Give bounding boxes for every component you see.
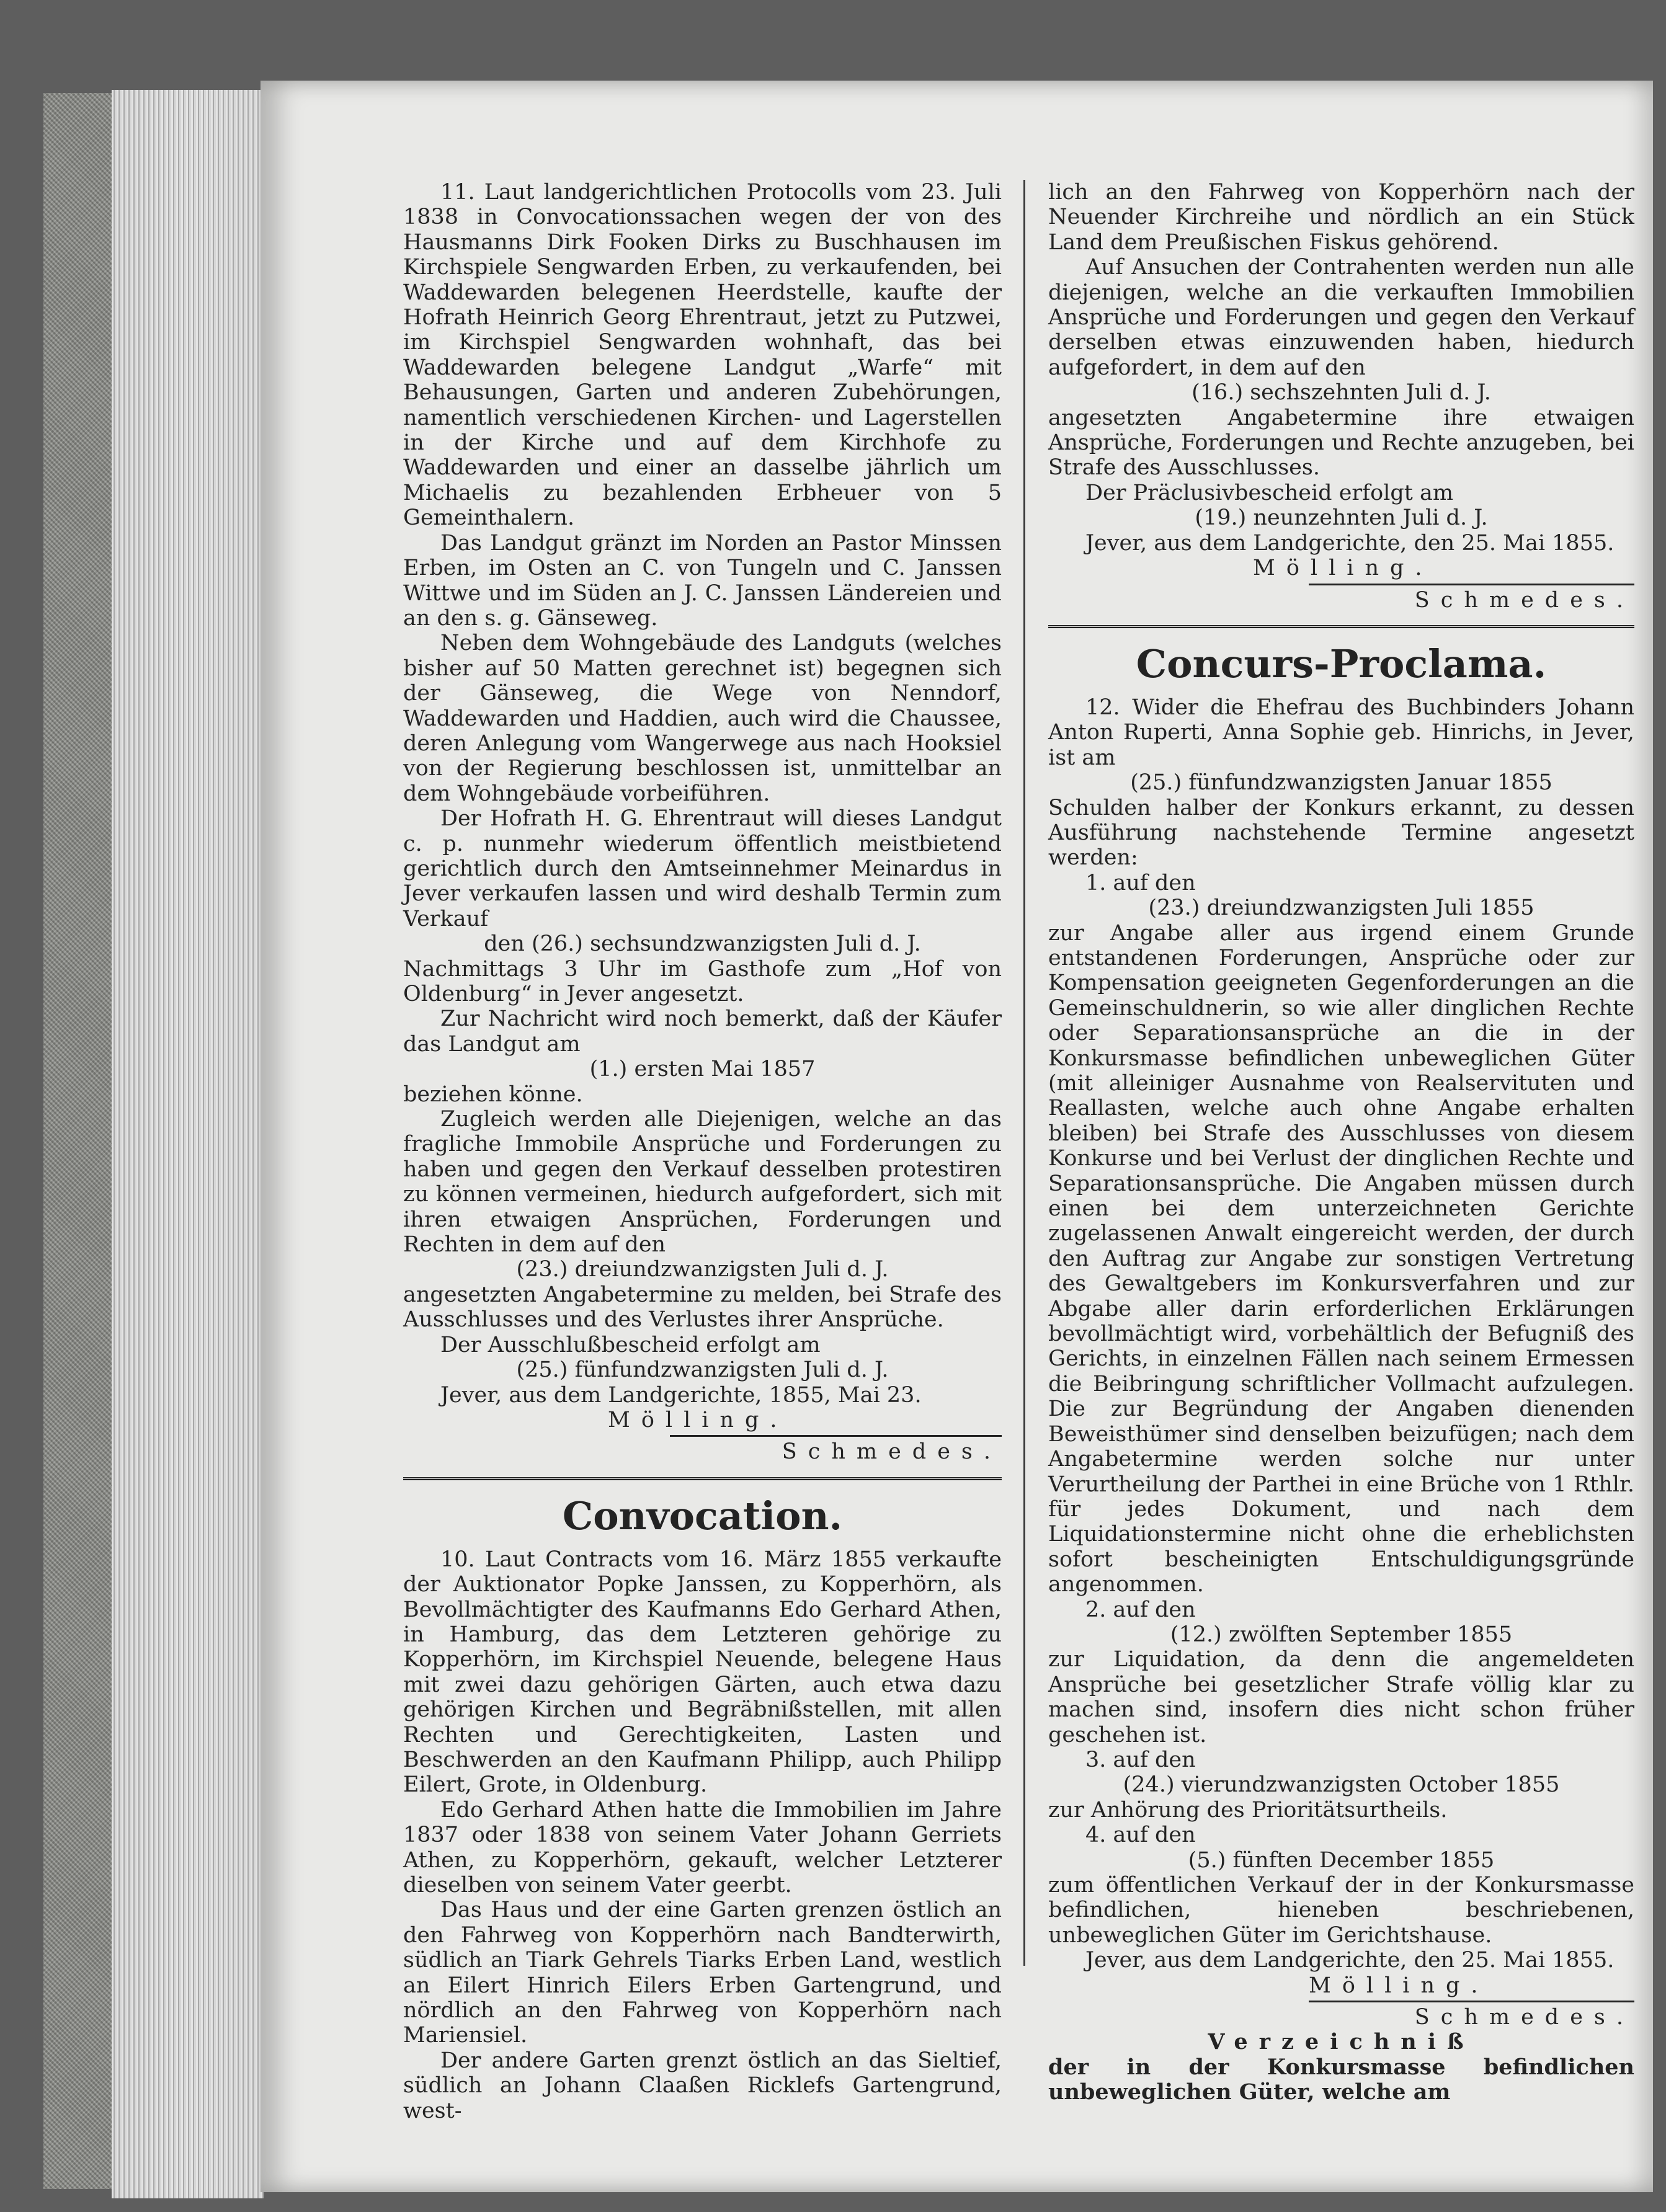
date-line: (12.) zwölften September 1855: [1170, 1622, 1513, 1647]
heading-concurs-proclama: Concurs-Proclama.: [1136, 641, 1547, 686]
text-line: Zugleich werden alle Diejenigen, welche an das fragliche Immobile Ansprüche und Forderungen zu haben und gegen den Verkauf desselben protestiren zu können vermeinen, hiedurch aufgefordert, sich mit ihren etwaigen Ansprüchen, Forderungen und Rechten in dem auf den: [403, 1107, 1002, 1258]
continuation-text: lich an den Fahrweg von Kopperhörn nach der Neuender Kirchreihe und nördlich an ein Stück Land dem Preußischen Fiskus gehörend.: [1048, 180, 1634, 255]
date-line: (1.) ersten Mai 1857: [589, 1057, 816, 1082]
text-line: Nachmittags 3 Uhr im Gasthofe zum „Hof von Oldenburg“ in Jever angesetzt.: [403, 956, 1002, 1006]
section-divider: [403, 1477, 1002, 1480]
signature-schmedes: Schmedes.: [1414, 587, 1634, 613]
date-line: (23.) dreiundzwanzigsten Juli d. J.: [516, 1257, 889, 1282]
left-column: [403, 180, 1002, 2123]
text-line: Zur Nachricht wird noch bemerkt, daß der Käufer das Landgut am: [403, 1006, 1002, 1057]
notice-11-para-2: Das Landgut gränzt im Norden an Pastor Minssen Erben, im Osten an C. von Tungeln und C. Janssen Wittwe und im Süden an J. C. Janssen Ländereien und an den s. g. Gänseweg.: [403, 530, 1002, 631]
page-edges: [112, 90, 264, 2198]
right-column: [1048, 180, 1634, 2105]
place-date: Jever, aus dem Landgerichte, 1855, Mai 23.: [440, 1382, 922, 1408]
anhoerung-text: zur Anhörung des Prioritätsurtheils.: [1048, 1797, 1448, 1823]
date-line: (25.) fünfundzwanzigsten Juli d. J.: [516, 1357, 889, 1383]
text-line: Der Präclusivbescheid erfolgt am: [1085, 480, 1454, 505]
heading-convocation: Convocation.: [562, 1493, 843, 1539]
notice-12-text: 12. Wider die Ehefrau des Buchbinders Johann Anton Ruperti, Anna Sophie geb. Hinrichs, in Jever, ist am: [1048, 695, 1634, 770]
signature-moelling: Mölling.: [1253, 556, 1433, 581]
notice-10-para-2: Edo Gerhard Athen hatte die Immobilien im Jahre 1837 oder 1838 von seinem Vater Johann Gerriets Athen, zu Kopperhörn, gekauft, welcher Letzterer dieselben von seinem Vater geerbt.: [403, 1797, 1002, 1898]
verkauf-text: zum öffentlichen Verkauf der in der Konkursmasse befindlichen, hieneben beschriebenen, unbeweglichen Güter im Gerichtshause.: [1048, 1873, 1634, 1948]
signature-schmedes: Schmedes.: [782, 1439, 1002, 1465]
notice-11-para-3: Neben dem Wohngebäude des Landguts (welches bisher auf 50 Matten gerechnet ist) begegnen sich der Gänseweg, die Wege von Nenndorf, Waddewarden und Haddien, auch wird die Chaussee, deren Anlegung vom Wangerwege aus nach Hooksiel von der Regierung beschlossen ist, unmittelbar an dem Wohngebäude vorbeiführen.: [403, 631, 1002, 806]
notice-10-para-4: Der andere Garten grenzt östlich an das Sieltief, südlich an Johann Claaßen Ricklefs Gartengrund, west-: [403, 2048, 1002, 2123]
signature-moelling: Mölling.: [1309, 1973, 1489, 1998]
date-line: (19.) neunzehnten Juli d. J.: [1195, 505, 1488, 531]
notice-11-para-1: 11. Laut landgerichtlichen Protocolls vom 23. Juli 1838 in Convocationssachen wegen der von des Hausmanns Dirk Fooken Dirks zu Buschhausen im Kirchspiele Sengwarden Erben, zu verkaufenden, bei Waddewarden belegenen Heerdstelle, kaufte der Hofrath Heinrich Georg Ehrentraut, jetzt zu Putzwei, im Kirchspiel Sengwarden wohnhaft, das bei Waddewarden belegene Landgut „Warfe“ mit Behausungen, Garten und anderen Zubehörungen, namentlich verschiedenen Kirchen- und Lagerstellen in der Kirche und auf dem Kirchhofe zu Waddewarden und einer an dasselbe jährlich um Michaelis zu bezahlenden Erbheuer von 5 Gemeinthalern.: [403, 180, 1002, 531]
notice-10-para-1: 10. Laut Contracts vom 16. März 1855 verkaufte der Auktionator Popke Janssen, zu Kopperhörn, als Bevollmächtigter des Kaufmanns Edo Gerhard Athen, in Hamburg, das dem Letzteren gehörige zu Kopperhörn, im Kirchspiel Neuende, belegene Haus mit zwei dazu gehörigen Gärten, auch etwa dazu gehörigen Kirchen und Begräbnißstellen, mit allen Rechten und Gerechtigkeiten, Lasten und Beschwerden an den Kaufmann Philipp, auch Philipp Eilert, Grote, in Oldenburg.: [403, 1547, 1002, 1798]
liquidation-text: zur Liquidation, da denn die angemeldeten Ansprüche bei gesetzlicher Strafe völlig klar zu machen sind, insofern dies nicht schon früher geschehen ist.: [1048, 1647, 1634, 1748]
text-line: angesetzten Angabetermine zu melden, bei Strafe des Ausschlusses und des Verlustes ihrer Ansprüche.: [403, 1282, 1002, 1333]
book-spine: [43, 93, 120, 2189]
term-item-3: 3. auf den: [1085, 1747, 1196, 1772]
text-line: Auf Ansuchen der Contrahenten werden nun alle diejenigen, welche an die verkauften Immobilien Ansprüche und Forderungen und gegen den Verkauf derselben etwas einzuwenden haben, hiedurch aufgefordert, in dem auf den: [1048, 255, 1634, 380]
date-line: (25.) fünfundzwanzigsten Januar 1855: [1130, 770, 1552, 796]
text-line: Der Ausschlußbescheid erfolgt am: [440, 1332, 821, 1357]
column-divider: [1023, 180, 1025, 1966]
verzeichniss-heading: Verzeichniß: [1208, 2029, 1475, 2055]
notice-11-para-4: Der Hofrath H. G. Ehrentraut will dieses Landgut c. p. nunmehr wiederum öffentlich meistbietend gerichtlich durch den Amtseinnehmer Meinardus in Jever verkaufen lassen und wird deshalb Termin zum Verkauf: [403, 806, 1002, 931]
place-date: Jever, aus dem Landgerichte, den 25. Mai 1855.: [1085, 1948, 1615, 1973]
term-item-1: 1. auf den: [1085, 870, 1196, 895]
text-line: Schulden halber der Konkurs erkannt, zu dessen Ausführung nachstehende Termine angesetzt werden:: [1048, 795, 1634, 871]
date-line: (5.) fünften December 1855: [1188, 1847, 1495, 1873]
signature-moelling: Mölling.: [608, 1407, 788, 1432]
signature-rule: [670, 1435, 1002, 1437]
text-line: beziehen könne.: [403, 1082, 583, 1107]
date-line: (16.) sechszehnten Juli d. J.: [1192, 380, 1491, 406]
date-line: (24.) vierundzwanzigsten October 1855: [1123, 1772, 1560, 1798]
signature-rule: [1309, 2001, 1634, 2002]
signature-rule: [1309, 584, 1634, 585]
place-date: Jever, aus dem Landgerichte, den 25. Mai 1855.: [1085, 530, 1615, 556]
term-item-4: 4. auf den: [1085, 1823, 1196, 1848]
notice-10-para-3: Das Haus und der eine Garten grenzen östlich an den Fahrweg von Kopperhörn nach Bandterwirth, südlich an Tiark Gehrels Tiarks Erben Land, westlich an Eilert Hinrich Eilers Erben Gartengrund, und nördlich an den Fahrweg von Kopperhörn nach Mariensiel.: [403, 1898, 1002, 2048]
term-item-2: 2. auf den: [1085, 1597, 1196, 1622]
signature-schmedes: Schmedes.: [1414, 2005, 1634, 2030]
angabe-text: zur Angabe aller aus irgend einem Grunde entstandenen Forderungen, Ansprüche oder zur Kompensation geeigneten Gegenforderungen an die Gemeinschuldnerin, so wie aller dinglichen Rechte oder Separationsansprüche an die in der Konkursmasse befindlichen unbeweglichen Güter (mit alleiniger Ausnahme von Realservituten und Reallasten, welche auch ohne Angabe erhalten bleiben) bei Strafe des Ausschlusses von diesem Konkurse und bei Verlust der dinglichen Rechte und Separationsansprüche. Die Angaben müssen durch einen bei dem unterzeichneten Gerichte zugelassenen Anwalt eingereicht werden, der durch den Auftrag zur Angabe zur sonstigen Vertretung des Gewaltgebers im Konkursverfahren und zur Abgabe aller darin erforderlichen Erklärungen bevollmächtigt wird, vorbehältlich der Befugniß des Gerichts, in einzelnen Fällen nach seinem Ermessen die Beibringung schriftlicher Vollmacht aufzulegen. Die zur Begründung der Angaben dienenden Beweisthümer sind denselben beizufügen; nach dem Angabetermine werden solche nur unter Verurtheilung der Parthei in eine Brüche von 1 Rthlr. für jedes Dokument, und nach dem Liquidationstermine nicht ohne die erheblichsten sofort bescheinigten Entschuldigungsgründe angenommen.: [1048, 920, 1634, 1597]
section-divider: [1048, 625, 1634, 628]
verzeichniss-text: der in der Konkursmasse befindlichen unbeweglichen Güter, welche am: [1048, 2054, 1634, 2105]
date-line: (23.) dreiundzwanzigsten Juli 1855: [1148, 895, 1535, 921]
text-line: angesetzten Angabetermine ihre etwaigen Ansprüche, Forderungen und Rechte anzugeben, bei Strafe des Ausschlusses.: [1048, 405, 1634, 481]
date-line: den (26.) sechsundzwanzigsten Juli d. J.: [484, 931, 921, 957]
